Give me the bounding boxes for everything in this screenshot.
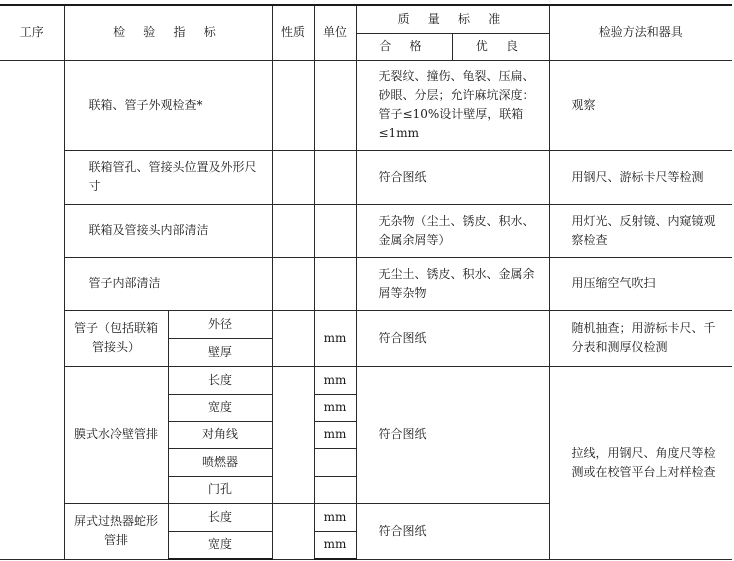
item-text: 联箱、管子外观检查*	[64, 60, 272, 150]
method-text: 拉线，用钢尺、角度尺等检测或在校管平台上对样检查	[549, 366, 732, 559]
unit-cell	[314, 448, 356, 476]
standard-text: 符合图纸	[356, 366, 549, 503]
nature-cell	[272, 204, 314, 257]
unit-cell	[314, 204, 356, 257]
header-qualified: 合 格	[356, 33, 452, 60]
unit-cell: mm	[314, 310, 356, 366]
standard-text: 无尘土、锈皮、积水、金属余屑等杂物	[356, 257, 549, 310]
process-cell	[0, 60, 64, 559]
unit-cell: mm	[314, 503, 356, 531]
standard-text: 无裂纹、撞伤、龟裂、压扁、砂眼、分层；允许麻坑深度：管子≤10%设计壁厚，联箱≤1mm	[356, 60, 549, 150]
nature-cell	[272, 257, 314, 310]
sub-item: 宽度	[168, 531, 272, 559]
header-unit: 单位	[314, 5, 356, 60]
method-text: 用压缩空气吹扫	[549, 257, 732, 310]
nature-cell	[272, 366, 314, 503]
membrane-group-name: 膜式水冷壁管排	[64, 366, 168, 503]
sub-item: 长度	[168, 366, 272, 394]
sub-item: 对角线	[168, 421, 272, 448]
standard-text: 符合图纸	[356, 310, 549, 366]
unit-cell: mm	[314, 421, 356, 448]
sub-item: 喷燃器	[168, 448, 272, 476]
sub-item: 壁厚	[168, 338, 272, 366]
item-text: 联箱及管接头内部清洁	[64, 204, 272, 257]
standard-text: 符合图纸	[356, 503, 549, 559]
unit-cell	[314, 60, 356, 150]
header-item: 检 验 指 标	[64, 5, 272, 60]
header-method: 检验方法和器具	[549, 5, 732, 60]
pipe-group-name: 管子（包括联箱管接头）	[64, 310, 168, 366]
nature-cell	[272, 150, 314, 204]
unit-cell	[314, 257, 356, 310]
item-text: 管子内部清洁	[64, 257, 272, 310]
sub-item: 外径	[168, 310, 272, 338]
sub-item: 门孔	[168, 476, 272, 503]
inspection-table	[0, 4, 732, 560]
platen-group-name: 屏式过热器蛇形管排	[64, 503, 168, 559]
method-text: 观察	[549, 60, 732, 150]
sub-item: 宽度	[168, 394, 272, 421]
nature-cell	[272, 60, 314, 150]
header-excellent: 优 良	[452, 33, 549, 60]
unit-cell: mm	[314, 531, 356, 559]
method-text: 随机抽查；用游标卡尺、千分表和测厚仪检测	[549, 310, 732, 366]
unit-cell: mm	[314, 366, 356, 394]
standard-text: 符合图纸	[356, 150, 549, 204]
unit-cell	[314, 150, 356, 204]
method-text: 用钢尺、游标卡尺等检测	[549, 150, 732, 204]
item-text: 联箱管孔、管接头位置及外形尺寸	[64, 150, 272, 204]
header-nature: 性质	[272, 5, 314, 60]
unit-cell	[314, 476, 356, 503]
nature-cell	[272, 503, 314, 559]
header-process: 工序	[0, 5, 64, 60]
header-quality-standard: 质 量 标 准	[356, 5, 549, 33]
nature-cell	[272, 310, 314, 366]
unit-cell: mm	[314, 394, 356, 421]
standard-text: 无杂物（尘土、锈皮、积水、金属余屑等）	[356, 204, 549, 257]
sub-item: 长度	[168, 503, 272, 531]
method-text: 用灯光、反射镜、内窥镜观察检查	[549, 204, 732, 257]
